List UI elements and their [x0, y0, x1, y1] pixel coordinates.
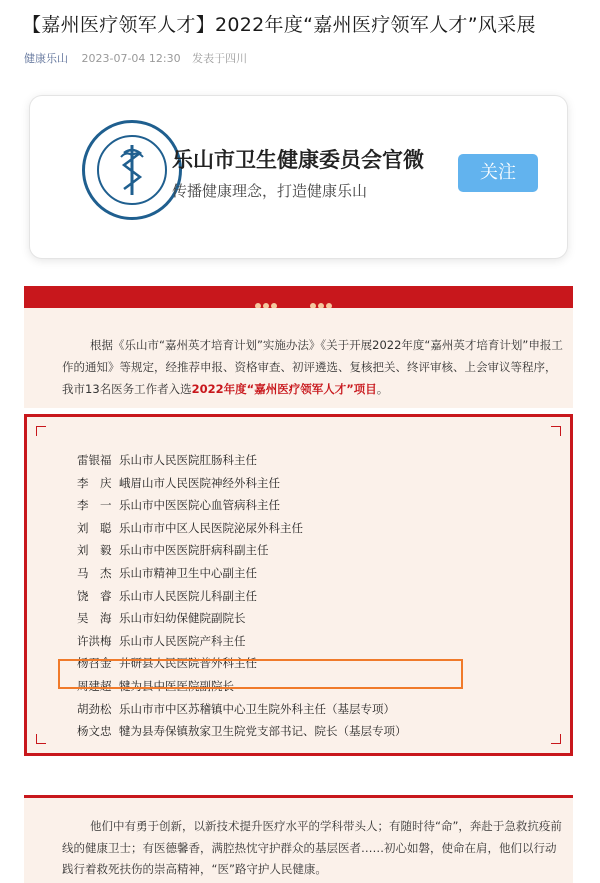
awardee-name: 李 庆 — [77, 475, 112, 490]
awardee-name: 饶 睿 — [77, 588, 112, 603]
medical-emblem-icon — [82, 120, 182, 220]
awardee-title: 乐山市人民医院产科主任 — [119, 633, 246, 648]
awardee-name: 马 杰 — [77, 565, 112, 580]
notice-section — [24, 308, 573, 408]
awardee-name: 李 一 — [77, 498, 112, 513]
awardee-name: 杨文忠 — [77, 724, 112, 739]
notice-paragraph: 根据《乐山市“嘉州英才培育计划”实施办法》《关于开展2022年度“嘉州英才培育计划”申报工作的通知》等规定，经推荐申报、资格审查、初评遴选、复核把关、终评审核、上会审议等程序，我市13名医务工作者入选2022年度“嘉州医疗领军人才”项目。 — [62, 338, 563, 396]
awardee-title: 乐山市人民医院肛肠科主任 — [119, 453, 257, 467]
publish-location: 发表于四川 — [192, 52, 248, 65]
awardee-row — [77, 562, 407, 585]
awardee-title: 乐山市精神卫生中心副主任 — [119, 565, 257, 580]
awardee-name: 许洪梅 — [77, 633, 112, 648]
awardee-name: 周建超 — [77, 678, 112, 693]
awardee-row — [77, 472, 407, 495]
section-banner — [24, 286, 573, 308]
awardee-row — [77, 607, 407, 630]
awardee-row — [77, 585, 407, 608]
awardee-title: 乐山市妇幼保健院副院长 — [119, 611, 246, 626]
awardee-title: 井研县人民医院普外科主任 — [119, 656, 257, 671]
awardee-name: 吴 海 — [77, 611, 112, 626]
awardee-title: 乐山市人民医院儿科副主任 — [119, 588, 257, 603]
awardee-name: 杨召金 — [77, 656, 112, 671]
awardee-row — [77, 720, 407, 743]
awardee-name: 胡劲松 — [77, 701, 112, 716]
closing-section — [24, 795, 573, 883]
awardee-name: 雷银福 — [77, 453, 112, 467]
closing-paragraph: 他们中有勇于创新，以新技术提升医疗水平的学科带头人；有随时待“命”，奔赴于急救抗疫前线的健康卫士；有医德馨香，满腔热忱守护群众的基层医者……初心如磐，使命在肩，他们以行动践行着救死扶伤的崇高精神，“医”路守护人民健康。 — [62, 819, 562, 876]
awardee-name: 刘 毅 — [77, 543, 112, 558]
awardee-row — [77, 517, 407, 540]
account-card[interactable] — [30, 96, 567, 258]
awardee-title: 犍为县中医医院副院长 — [119, 678, 234, 693]
awardee-row — [77, 494, 407, 517]
awardee-title: 犍为县寿保镇敖家卫生院党支部书记、院长（基层专项） — [119, 724, 407, 739]
article-title: 【嘉州医疗领军人才】2022年度“嘉州医疗领军人才”风采展 — [22, 14, 536, 36]
awardee-title: 乐山市中医医院肝病科副主任 — [119, 543, 269, 558]
awardee-title: 乐山市中医医院心血管病科主任 — [119, 498, 280, 513]
account-description: 传播健康理念，打造健康乐山 — [172, 182, 368, 200]
awardee-row — [77, 698, 407, 721]
awardee-list-panel — [24, 414, 573, 756]
banner-ornament — [310, 294, 340, 300]
notice-highlight: 2022年度“嘉州医疗领军人才”项目 — [191, 382, 377, 396]
publish-time: 2023-07-04 12:30 — [81, 52, 181, 65]
awardee-row — [77, 630, 407, 653]
awardee-title: 乐山市市中区苏稽镇中心卫生院外科主任（基层专项） — [119, 701, 395, 716]
account-name: 乐山市卫生健康委员会官微 — [172, 148, 424, 172]
author-link[interactable]: 健康乐山 — [24, 52, 68, 65]
awardee-list — [77, 449, 407, 743]
follow-button[interactable]: 关注 — [458, 154, 538, 192]
awardee-name: 刘 聪 — [77, 520, 112, 535]
awardee-row — [77, 539, 407, 562]
selection-highlight-box — [58, 659, 463, 689]
awardee-title: 乐山市市中区人民医院泌尿外科主任 — [119, 520, 303, 535]
awardee-row — [77, 449, 407, 472]
article-meta — [24, 50, 247, 66]
banner-ornament — [255, 294, 285, 300]
awardee-title: 峨眉山市人民医院神经外科主任 — [119, 475, 280, 490]
